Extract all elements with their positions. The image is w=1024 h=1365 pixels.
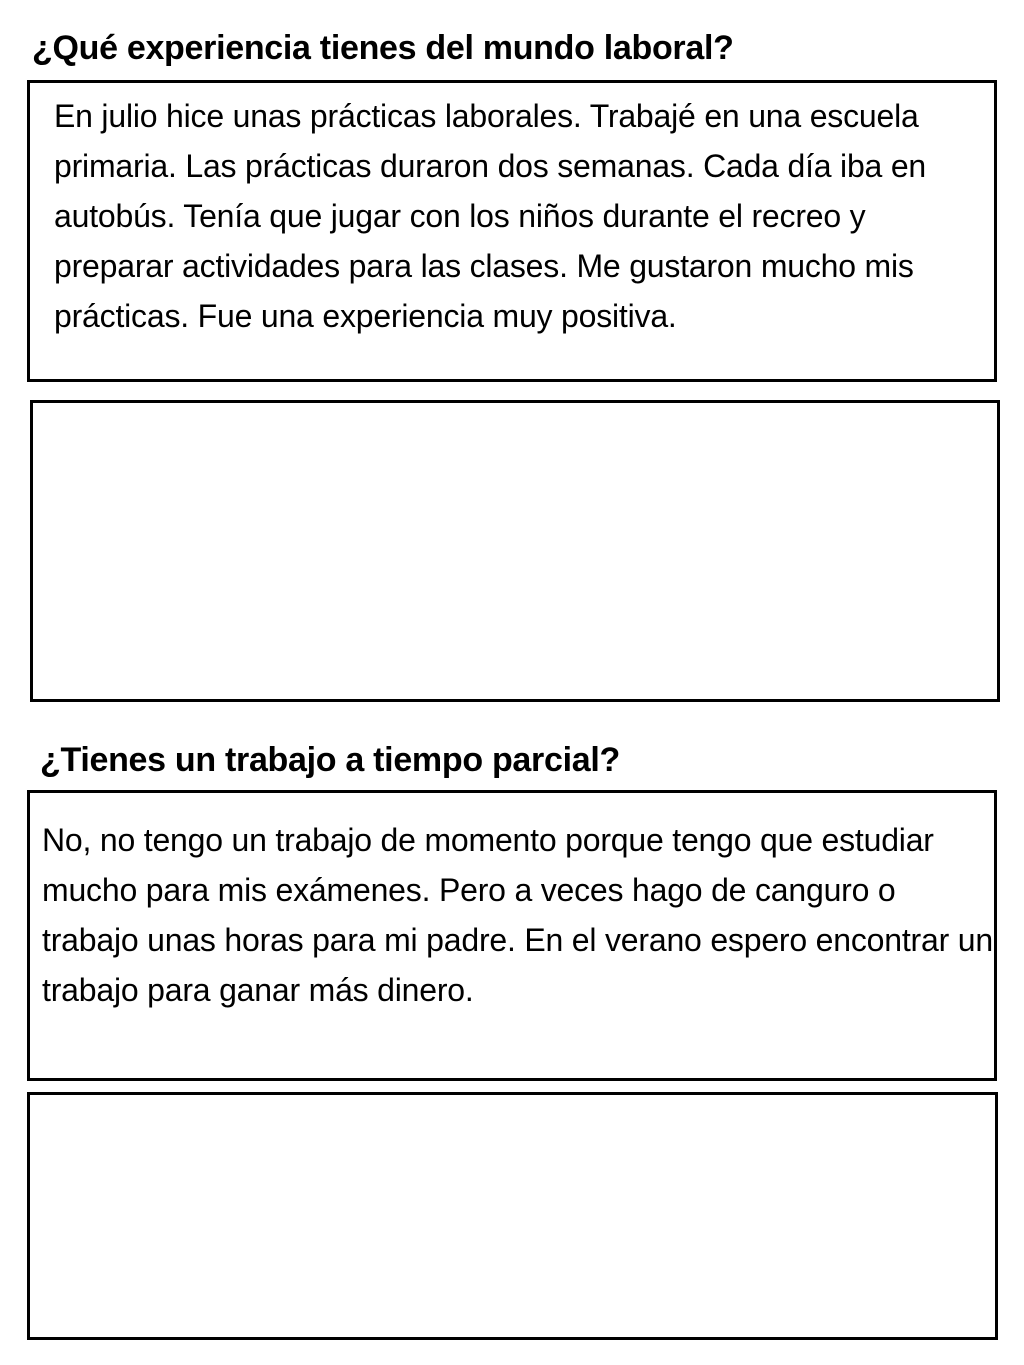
blank-answer-box-2[interactable] [27, 1092, 998, 1340]
question-heading-work-experience: ¿Qué experiencia tienes del mundo laboral? [32, 29, 734, 67]
blank-answer-box-1[interactable] [30, 400, 1000, 702]
answer-box-work-experience [27, 80, 997, 382]
answer-box-part-time-job [27, 790, 997, 1081]
question-heading-part-time-job: ¿Tienes un trabajo a tiempo parcial? [40, 741, 620, 779]
answer-text-part-time-job: No, no tengo un trabajo de momento porque tengo que estudiar mucho para mis exámenes. Pero a veces hago de canguro o trabajo unas horas para mi padre. En el verano espero encontrar un trabajo para ganar más dinero. [42, 822, 993, 1008]
answer-text-work-experience: En julio hice unas prácticas laborales. Trabajé en una escuela primaria. Las prácticas duraron dos semanas. Cada día iba en autobús. Tenía que jugar con los niños durante el recreo y preparar actividades para las clases. Me gustaron mucho mis prácticas. Fue una experiencia muy positiva. [54, 98, 927, 334]
